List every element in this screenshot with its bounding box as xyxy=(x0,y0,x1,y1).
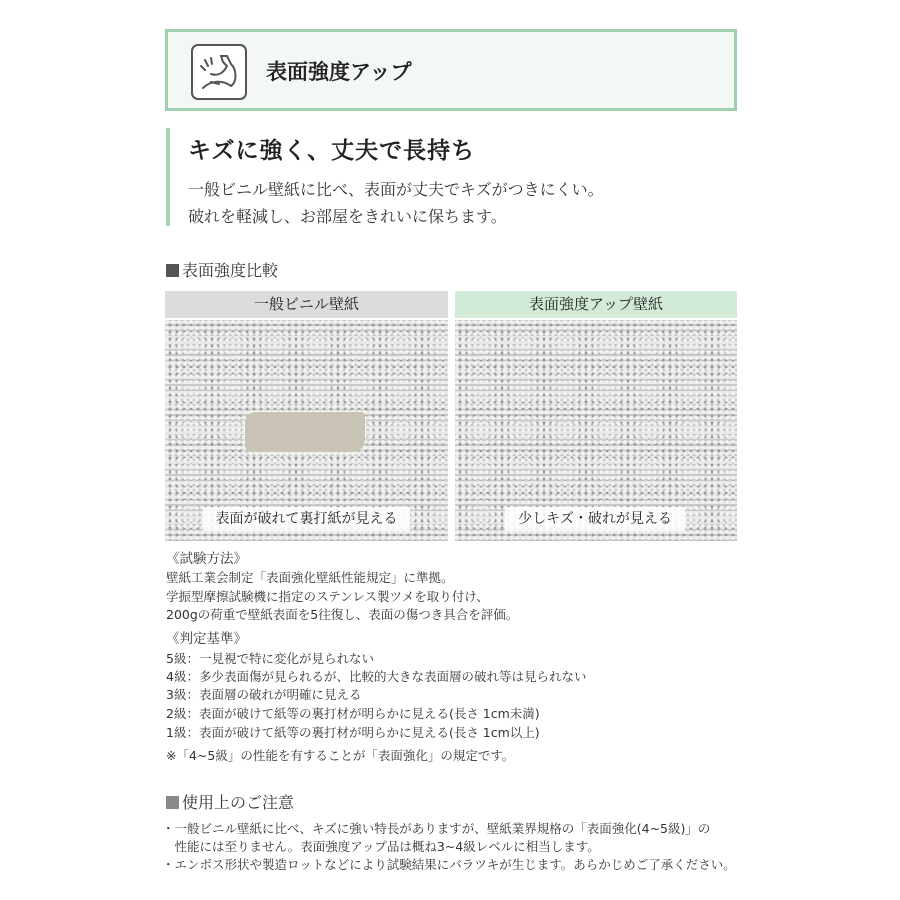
test-line: 200gの荷重で壁紙表面を5往復し、表面の傷つき具合を評価。 xyxy=(166,607,519,622)
caution-line: 性能には至りません。表面強度アップ品は概ね3~4級レベルに相当します。 xyxy=(162,839,600,854)
test-heading: 《試験方法》 xyxy=(166,551,247,567)
test-line: 学振型摩擦試験機に指定のステンレス製ツメを取り付け、 xyxy=(166,589,489,604)
flexed-arm-icon xyxy=(191,44,247,100)
criteria-line: 1級：表面が破けて紙等の裏打材が明らかに見える(長さ 1cm以上) xyxy=(166,725,540,740)
caution-line: ・一般ビニル壁紙に比べ、キズに強い特長がありますが、壁紙業界規格の「表面強化(4~5級)」の xyxy=(162,821,711,836)
photo-caption: 少しキズ・破れが見える xyxy=(505,507,685,531)
comparison-heading: 表面強度比較 xyxy=(166,258,278,281)
column-header-standard: 一般ビニル壁紙 xyxy=(165,291,448,318)
lead-title: キズに強く、丈夫で長持ち xyxy=(188,138,476,164)
test-line: 壁紙工業会制定「表面強化壁紙性能規定」に準拠。 xyxy=(166,570,454,585)
criteria-line: 4級：多少表面傷が見られるが、比較的大きな表面層の破れ等は見られない xyxy=(166,669,587,684)
header-title: 表面強度アップ xyxy=(266,60,412,84)
criteria-line: 3級：表面層の破れが明確に見える xyxy=(166,687,362,702)
criteria-line: 2級：表面が破けて紙等の裏打材が明らかに見える(長さ 1cm未満) xyxy=(166,706,540,721)
accent-bar xyxy=(166,128,170,226)
caution-line: ・エンボス形状や製造ロットなどにより試験結果にバラツキが生じます。あらかじめご了承ください。 xyxy=(162,857,736,872)
photo-caption: 表面が破れて裏打紙が見える xyxy=(203,507,410,531)
lead-line: 一般ビニル壁紙に比べ、表面が丈夫でキズがつきにくい。 xyxy=(188,180,604,199)
damage-patch xyxy=(245,412,365,452)
lead-line: 破れを軽減し、お部屋をきれいに保ちます。 xyxy=(188,207,507,226)
enhanced-wallpaper-photo xyxy=(455,320,737,541)
criteria-note: ※「4~5級」の性能を有することが「表面強化」の規定です。 xyxy=(166,748,515,763)
criteria-line: 5級：一見視で特に変化が見られない xyxy=(166,651,374,666)
column-header-enhanced: 表面強度アップ壁紙 xyxy=(455,291,737,318)
criteria-heading: 《判定基準》 xyxy=(166,631,247,647)
feature-header xyxy=(165,29,737,111)
caution-heading: 使用上のご注意 xyxy=(166,790,294,813)
standard-wallpaper-photo xyxy=(165,320,448,541)
